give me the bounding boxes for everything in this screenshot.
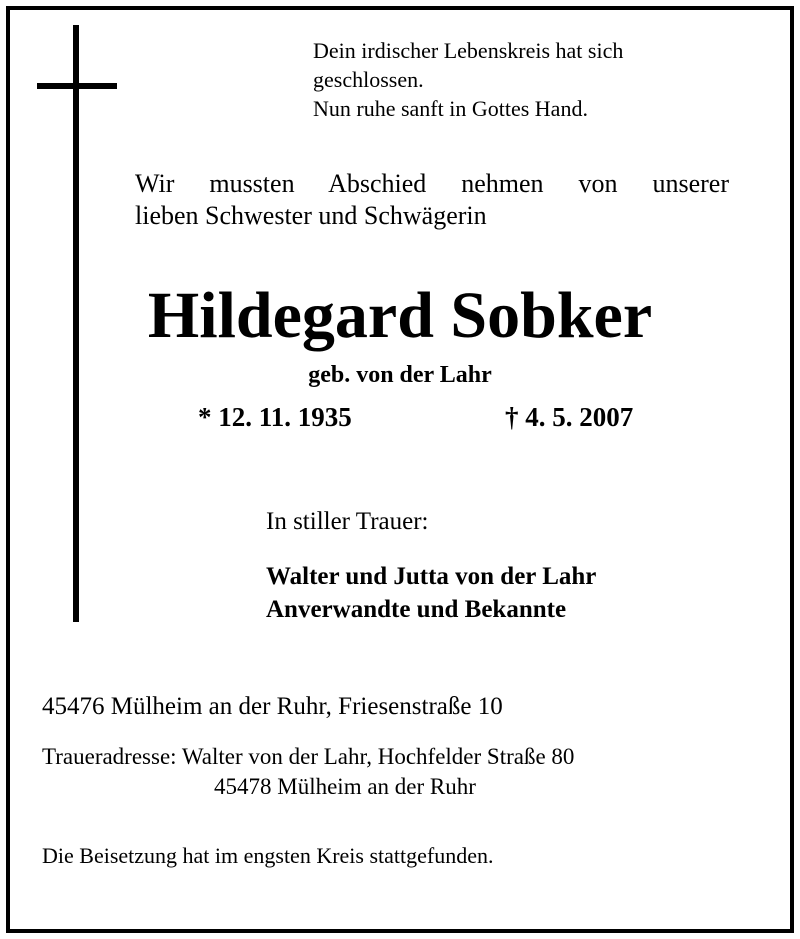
intro-line-1: Wir mussten Abschied nehmen von unserer	[135, 169, 729, 198]
intro-text	[135, 168, 729, 232]
verse-text	[313, 36, 623, 123]
verse-line-2: geschlossen.	[313, 67, 424, 92]
deceased-name: Hildegard Sobker	[147, 279, 653, 352]
intro-line-2: lieben Schwester und Schwägerin	[135, 201, 487, 230]
mourning-address-line-1: Traueradresse: Walter von der Lahr, Hochfelder Straße 80	[42, 744, 575, 769]
birth-date: * 12. 11. 1935	[198, 402, 352, 432]
verse-line-1: Dein irdischer Lebenskreis hat sich	[313, 38, 624, 63]
mourning-address-line-2: 45478 Mülheim an der Ruhr	[214, 774, 476, 799]
cross-icon-bar	[37, 83, 117, 89]
mourner-line: Anverwandte und Bekannte	[266, 596, 567, 623]
mourner-line: Walter und Jutta von der Lahr	[266, 563, 597, 590]
born-name: geb. von der Lahr	[308, 362, 492, 388]
funeral-note: Die Beisetzung hat im engsten Kreis stattgefunden.	[42, 843, 494, 868]
verse-line-3: Nun ruhe sanft in Gottes Hand.	[313, 96, 588, 121]
mourning-address	[42, 742, 574, 802]
mourners-list	[266, 560, 596, 626]
death-date: † 4. 5. 2007	[505, 402, 634, 432]
residence-address: 45476 Mülheim an der Ruhr, Friesenstraße 10	[42, 693, 503, 720]
mourning-heading: In stiller Trauer:	[266, 508, 429, 535]
